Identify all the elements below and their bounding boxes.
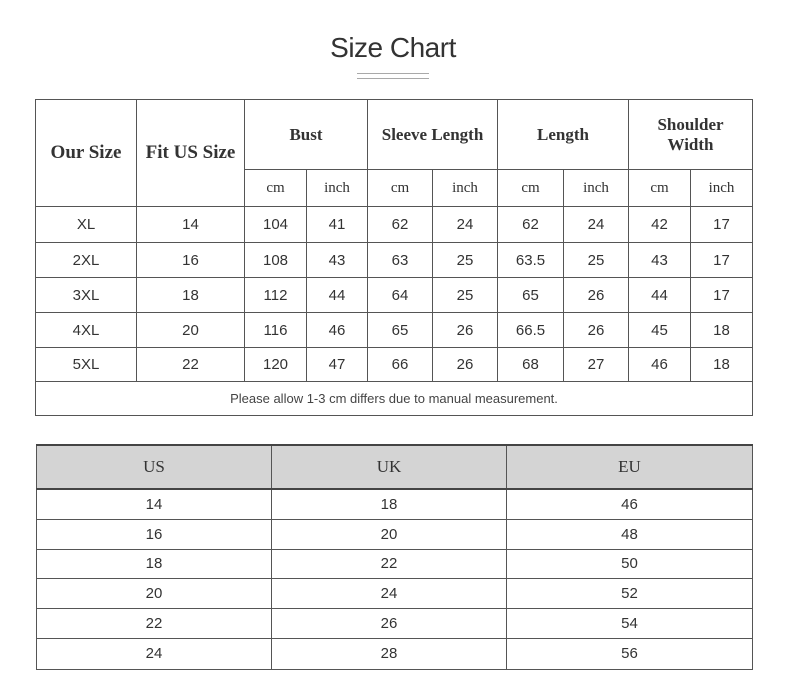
cell-shoulder-cm: 46 — [629, 348, 691, 382]
cell-bust-cm: 108 — [245, 243, 307, 278]
table-row — [36, 243, 753, 278]
page-title: Size Chart — [330, 32, 456, 63]
size-table — [35, 99, 753, 416]
cell-sleeve-inch: 25 — [433, 243, 498, 278]
header-sleeve-length: Sleeve Length — [368, 100, 498, 170]
cell-bust-inch: 46 — [307, 313, 368, 348]
table-row — [37, 489, 753, 519]
cell-us: 14 — [37, 489, 272, 519]
cell-eu: 56 — [507, 638, 753, 669]
unit-inch: inch — [433, 170, 498, 207]
cell-fit-us: 20 — [137, 313, 245, 348]
cell-uk: 18 — [272, 489, 507, 519]
cell-sleeve-inch: 25 — [433, 278, 498, 313]
unit-cm: cm — [629, 170, 691, 207]
unit-inch: inch — [307, 170, 368, 207]
cell-length-cm: 63.5 — [498, 243, 564, 278]
cell-bust-inch: 41 — [307, 207, 368, 243]
table-row — [36, 278, 753, 313]
cell-us: 18 — [37, 549, 272, 578]
cell-size: 3XL — [36, 278, 137, 313]
cell-sleeve-inch: 24 — [433, 207, 498, 243]
cell-us: 20 — [37, 578, 272, 608]
cell-sleeve-cm: 66 — [368, 348, 433, 382]
cell-uk: 20 — [272, 519, 507, 549]
cell-bust-inch: 44 — [307, 278, 368, 313]
table-row — [37, 638, 753, 669]
cell-shoulder-inch: 17 — [691, 243, 753, 278]
header-us: US — [37, 445, 272, 489]
unit-inch: inch — [691, 170, 753, 207]
conversion-table — [36, 444, 753, 670]
cell-eu: 46 — [507, 489, 753, 519]
cell-length-inch: 26 — [564, 278, 629, 313]
header-uk: UK — [272, 445, 507, 489]
header-length: Length — [498, 100, 629, 170]
cell-size: 2XL — [36, 243, 137, 278]
table-row — [37, 519, 753, 549]
table-row — [37, 549, 753, 578]
cell-shoulder-cm: 43 — [629, 243, 691, 278]
cell-size: XL — [36, 207, 137, 243]
header-fit-us-size: Fit US Size — [137, 100, 245, 207]
unit-cm: cm — [498, 170, 564, 207]
cell-uk: 26 — [272, 608, 507, 638]
cell-uk: 24 — [272, 578, 507, 608]
measurement-note: Please allow 1-3 cm differs due to manual measurement. — [36, 382, 753, 416]
header-shoulder-width-label: Shoulder Width — [657, 114, 724, 154]
cell-sleeve-inch: 26 — [433, 348, 498, 382]
cell-fit-us: 16 — [137, 243, 245, 278]
cell-eu: 50 — [507, 549, 753, 578]
cell-bust-inch: 47 — [307, 348, 368, 382]
table-row — [37, 608, 753, 638]
cell-fit-us: 22 — [137, 348, 245, 382]
cell-sleeve-cm: 62 — [368, 207, 433, 243]
header-bust: Bust — [245, 100, 368, 170]
table-row — [36, 348, 753, 382]
cell-bust-cm: 112 — [245, 278, 307, 313]
header-our-size: Our Size — [36, 100, 137, 207]
cell-shoulder-cm: 44 — [629, 278, 691, 313]
title-underline-bottom — [357, 78, 429, 79]
cell-size: 5XL — [36, 348, 137, 382]
title-underline-top — [357, 73, 429, 74]
header-shoulder-width — [629, 100, 753, 170]
table-row — [36, 313, 753, 348]
cell-length-inch: 26 — [564, 313, 629, 348]
unit-inch: inch — [564, 170, 629, 207]
cell-size: 4XL — [36, 313, 137, 348]
cell-shoulder-inch: 18 — [691, 348, 753, 382]
cell-sleeve-inch: 26 — [433, 313, 498, 348]
conversion-header-row — [37, 445, 753, 489]
cell-uk: 28 — [272, 638, 507, 669]
cell-length-inch: 24 — [564, 207, 629, 243]
table-row — [37, 578, 753, 608]
cell-sleeve-cm: 64 — [368, 278, 433, 313]
cell-eu: 48 — [507, 519, 753, 549]
note-row — [36, 382, 753, 416]
size-table-header-row — [36, 100, 753, 170]
cell-eu: 54 — [507, 608, 753, 638]
cell-fit-us: 18 — [137, 278, 245, 313]
cell-length-cm: 65 — [498, 278, 564, 313]
cell-shoulder-cm: 42 — [629, 207, 691, 243]
cell-length-cm: 68 — [498, 348, 564, 382]
cell-length-inch: 27 — [564, 348, 629, 382]
cell-bust-inch: 43 — [307, 243, 368, 278]
cell-us: 16 — [37, 519, 272, 549]
cell-us: 22 — [37, 608, 272, 638]
cell-length-cm: 62 — [498, 207, 564, 243]
cell-uk: 22 — [272, 549, 507, 578]
cell-length-cm: 66.5 — [498, 313, 564, 348]
cell-shoulder-inch: 17 — [691, 278, 753, 313]
table-row — [36, 207, 753, 243]
cell-shoulder-cm: 45 — [629, 313, 691, 348]
cell-us: 24 — [37, 638, 272, 669]
cell-shoulder-inch: 17 — [691, 207, 753, 243]
cell-eu: 52 — [507, 578, 753, 608]
header-eu: EU — [507, 445, 753, 489]
cell-shoulder-inch: 18 — [691, 313, 753, 348]
cell-bust-cm: 104 — [245, 207, 307, 243]
cell-length-inch: 25 — [564, 243, 629, 278]
cell-sleeve-cm: 65 — [368, 313, 433, 348]
cell-bust-cm: 120 — [245, 348, 307, 382]
cell-bust-cm: 116 — [245, 313, 307, 348]
unit-cm: cm — [368, 170, 433, 207]
unit-cm: cm — [245, 170, 307, 207]
cell-fit-us: 14 — [137, 207, 245, 243]
cell-sleeve-cm: 63 — [368, 243, 433, 278]
